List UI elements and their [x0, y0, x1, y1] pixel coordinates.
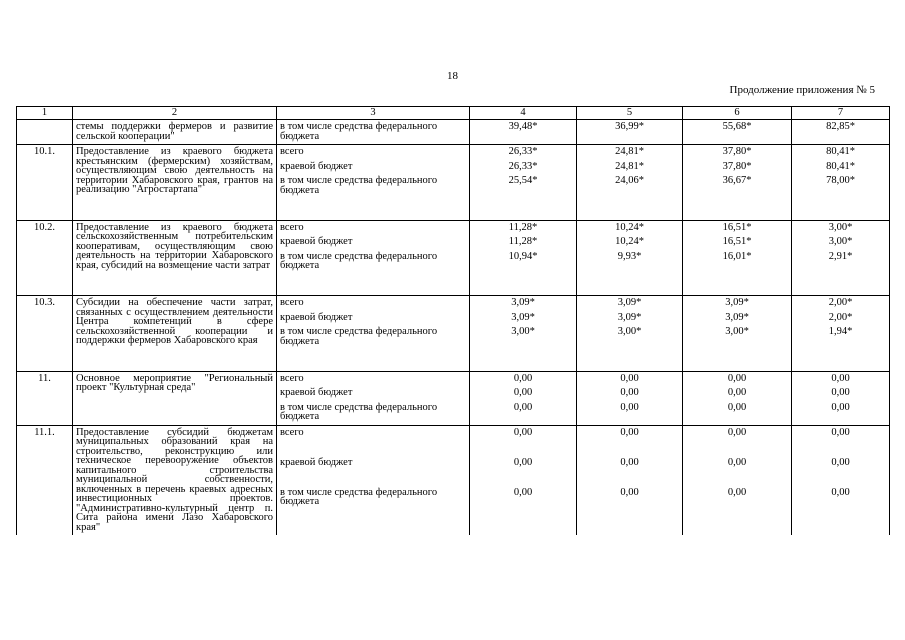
funding-source: в том числе средства федерального бюджета — [277, 250, 470, 296]
value-col5: 0,00 — [577, 456, 683, 486]
value-col4: 11,28* — [470, 235, 577, 250]
value-col7: 0,00 — [792, 371, 890, 386]
appendix-label: Продолжение приложения № 5 — [729, 84, 875, 96]
table-row — [17, 145, 890, 160]
value-col5: 24,81* — [577, 160, 683, 175]
table-row — [17, 371, 890, 386]
funding-source: всего — [277, 220, 470, 235]
value-col7: 0,00 — [792, 401, 890, 426]
value-col6: 55,68* — [683, 120, 792, 145]
table-row — [17, 296, 890, 311]
funding-source: краевой бюджет — [277, 235, 470, 250]
item-number — [17, 120, 73, 145]
value-col4: 0,00 — [470, 456, 577, 486]
item-name: Основное мероприятие "Региональный проект "Культурная среда" — [73, 371, 277, 425]
value-col5: 0,00 — [577, 425, 683, 456]
value-col7: 2,00* — [792, 296, 890, 311]
value-col7: 0,00 — [792, 456, 890, 486]
value-col5: 9,93* — [577, 250, 683, 296]
funding-source: в том числе средства федерального бюджета — [277, 120, 470, 145]
value-col7: 78,00* — [792, 174, 890, 220]
funding-source: в том числе средства федерального бюджета — [277, 486, 470, 535]
value-col6: 0,00 — [683, 456, 792, 486]
value-col4: 0,00 — [470, 486, 577, 535]
value-col7: 2,00* — [792, 311, 890, 326]
value-col6: 0,00 — [683, 425, 792, 456]
value-col5: 0,00 — [577, 371, 683, 386]
header-row — [17, 107, 890, 120]
value-col7: 1,94* — [792, 325, 890, 371]
value-col5: 36,99* — [577, 120, 683, 145]
item-name: Предоставление субсидий бюджетам муниципальных образований края на строительство, реконструкцию или техническое перевооружение объектов капитального строительства муниципальной собственности, включенных в перечень краевых адресных инвестиционных проектов. "Административно-культурный центр п. Сита района имени Лазо Хабаровского края" — [73, 425, 277, 535]
funding-source: краевой бюджет — [277, 311, 470, 326]
value-col7: 3,00* — [792, 220, 890, 235]
value-col6: 16,51* — [683, 235, 792, 250]
value-col4: 3,00* — [470, 325, 577, 371]
value-col4: 3,09* — [470, 296, 577, 311]
value-col5: 3,00* — [577, 325, 683, 371]
funding-source: краевой бюджет — [277, 386, 470, 401]
value-col7: 0,00 — [792, 486, 890, 535]
value-col5: 24,06* — [577, 174, 683, 220]
value-col5: 3,09* — [577, 296, 683, 311]
budget-table — [16, 106, 890, 535]
value-col4: 0,00 — [470, 386, 577, 401]
value-col4: 26,33* — [470, 145, 577, 160]
value-col7: 80,41* — [792, 145, 890, 160]
value-col4: 25,54* — [470, 174, 577, 220]
funding-source: краевой бюджет — [277, 456, 470, 486]
funding-source: всего — [277, 371, 470, 386]
item-name: Предоставление из краевого бюджета крестьянским (фермерским) хозяйствам, осуществляющим свою деятельность на территории Хабаровского края, грантов на реализацию "Агростартапа" — [73, 145, 277, 221]
value-col6: 37,80* — [683, 145, 792, 160]
value-col4: 3,09* — [470, 311, 577, 326]
table-header — [17, 107, 890, 120]
funding-source: в том числе средства федерального бюджета — [277, 401, 470, 426]
value-col4: 0,00 — [470, 401, 577, 426]
value-col5: 10,24* — [577, 220, 683, 235]
item-number: 10.2. — [17, 220, 73, 296]
value-col7: 3,00* — [792, 235, 890, 250]
funding-source: в том числе средства федерального бюджета — [277, 325, 470, 371]
value-col4: 10,94* — [470, 250, 577, 296]
value-col7: 0,00 — [792, 386, 890, 401]
value-col5: 0,00 — [577, 486, 683, 535]
funding-source: всего — [277, 425, 470, 456]
table-row — [17, 120, 890, 145]
funding-source: краевой бюджет — [277, 160, 470, 175]
page-number: 18 — [447, 70, 458, 82]
value-col7: 82,85* — [792, 120, 890, 145]
column-header: 2 — [73, 107, 277, 120]
funding-source: всего — [277, 145, 470, 160]
column-header: 3 — [277, 107, 470, 120]
value-col4: 26,33* — [470, 160, 577, 175]
value-col5: 0,00 — [577, 386, 683, 401]
value-col6: 36,67* — [683, 174, 792, 220]
table-row — [17, 220, 890, 235]
value-col6: 0,00 — [683, 386, 792, 401]
table-row — [17, 425, 890, 456]
column-header: 5 — [577, 107, 683, 120]
value-col6: 37,80* — [683, 160, 792, 175]
value-col6: 3,00* — [683, 325, 792, 371]
item-number: 10.3. — [17, 296, 73, 372]
value-col7: 2,91* — [792, 250, 890, 296]
item-name: стемы поддержки фермеров и развитие сельской кооперации" — [73, 120, 277, 145]
value-col6: 3,09* — [683, 311, 792, 326]
item-number: 10.1. — [17, 145, 73, 221]
value-col6: 0,00 — [683, 401, 792, 426]
column-header: 1 — [17, 107, 73, 120]
value-col6: 0,00 — [683, 371, 792, 386]
column-header: 6 — [683, 107, 792, 120]
value-col5: 10,24* — [577, 235, 683, 250]
item-name: Предоставление из краевого бюджета сельскохозяйственным потребительским кооперативам, осуществляющим свою деятельность на территории Хабаровского края, субсидий на возмещение части затрат — [73, 220, 277, 296]
value-col5: 3,09* — [577, 311, 683, 326]
value-col5: 0,00 — [577, 401, 683, 426]
value-col6: 0,00 — [683, 486, 792, 535]
item-number: 11. — [17, 371, 73, 425]
value-col4: 39,48* — [470, 120, 577, 145]
value-col7: 0,00 — [792, 425, 890, 456]
value-col7: 80,41* — [792, 160, 890, 175]
item-name: Субсидии на обеспечение части затрат, связанных с осуществлением деятельности Центра компетенций в сфере сельскохозяйственной кооперации и поддержки фермеров Хабаровского края — [73, 296, 277, 372]
funding-source: в том числе средства федерального бюджета — [277, 174, 470, 220]
value-col4: 11,28* — [470, 220, 577, 235]
value-col4: 0,00 — [470, 371, 577, 386]
value-col4: 0,00 — [470, 425, 577, 456]
funding-source: всего — [277, 296, 470, 311]
value-col6: 16,51* — [683, 220, 792, 235]
value-col6: 3,09* — [683, 296, 792, 311]
value-col6: 16,01* — [683, 250, 792, 296]
table-body — [17, 120, 890, 536]
item-number: 11.1. — [17, 425, 73, 535]
column-header: 4 — [470, 107, 577, 120]
value-col5: 24,81* — [577, 145, 683, 160]
column-header: 7 — [792, 107, 890, 120]
